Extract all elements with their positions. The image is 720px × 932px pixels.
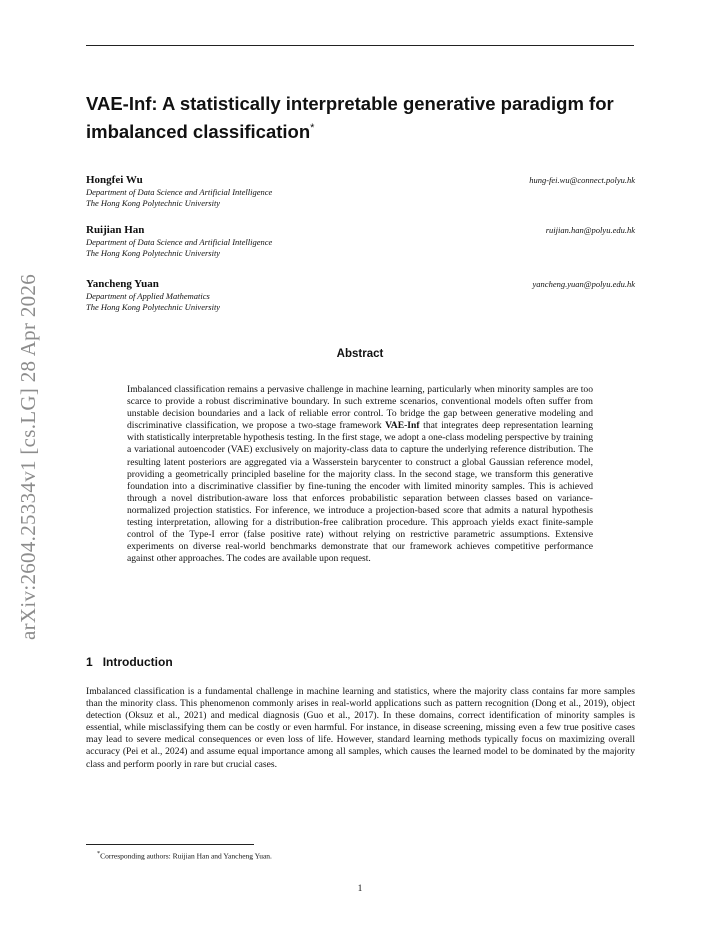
abstract-heading: Abstract	[336, 348, 384, 360]
author-email[interactable]: ruijian.han@polyu.edu.hk	[545, 225, 635, 235]
header-rule	[86, 45, 634, 46]
author-institution: The Hong Kong Polytechnic University	[86, 248, 221, 258]
author-name: Ruijian Han	[86, 224, 145, 236]
author-institution: The Hong Kong Polytechnic University	[86, 302, 221, 312]
paper-title	[86, 92, 646, 144]
author-email[interactable]: yancheng.yuan@polyu.edu.hk	[532, 279, 635, 289]
abstract-body	[127, 384, 593, 565]
method-name: VAE-Inf	[385, 420, 420, 432]
footnote-rule	[86, 844, 254, 845]
author-department: Department of Applied Mathematics	[86, 291, 210, 301]
author-block-3	[86, 278, 646, 313]
abstract-text-start: Imbalanced classification remains a pervasive challenge in machine learning, particularly when minority samples are too scarce to provide a robust discriminative boundary. In such extreme scenarios, conventional models often suffer from unstable decision boundaries and a lack of reliable error control. To bridge the gap between generative modeling and discriminative classification, we propose a two-stage framework	[127, 384, 593, 432]
abstract-text-end: that integrates deep representation learning with statistically interpretable hypothesis testing. In the first stage, we adopt a one-class modeling perspective by training a variational autoencoder (VAE) exclusively on majority-class data to capture the underlying reference distribution. The resulting latent posteriors are aggregated via a Wasserstein barycenter to construct a global Gaussian reference model, providing a geometrically principled baseline for the majority class. In the second stage, we transform this generative foundation into a discriminative classifier by fine-tuning the encoder with limited minority samples. This is achieved through a novel distribution-aware loss that enforces probabilistic separation between classes based on variance-normalized projection statistics. For inference, we introduce a projection-based score that admits a natural hypothesis testing interpretation, allowing for a distribution-free calibration procedure. This approach yields exact finite-sample control of the Type-I error (false positive rate) without relying on restrictive parametric assumptions. Extensive experiments on diverse real-world benchmarks demonstrate that our framework achieves competitive performance against other approaches. The codes are available upon request.	[127, 420, 593, 565]
author-institution: The Hong Kong Polytechnic University	[86, 198, 221, 208]
section-heading	[86, 655, 173, 669]
title-footnote-mark: *	[310, 122, 315, 134]
footnote-text: Corresponding authors: Ruijian Han and Yancheng Yuan.	[100, 851, 272, 861]
author-email[interactable]: hung-fei.wu@connect.polyu.hk	[529, 175, 635, 185]
author-name: Yancheng Yuan	[86, 278, 159, 290]
author-name: Hongfei Wu	[86, 174, 143, 186]
section-title: Introduction	[102, 655, 173, 669]
footnote	[97, 850, 272, 861]
footnote-mark: *	[97, 850, 101, 857]
section-number: 1	[86, 655, 93, 669]
author-block-1	[86, 174, 646, 209]
introduction-paragraph: Imbalanced classification is a fundamental challenge in machine learning and statistics, where the majority class contains far more samples than the minority class. This phenomenon commonly arises in real-world applications such as pattern recognition (Dong et al., 2019), object detection (Oksuz et al., 2021) and medical diagnosis (Guo et al., 2017). In these domains, correct identification of minority samples is essential, while misclassifying them can be costly or even harmful. For instance, in disease screening, missing even a few true positive cases may lead to severe medical consequences or even loss of life. However, standard learning methods typically focus on maximizing overall accuracy (Pei et al., 2024) and assume equal importance among all samples, which causes the learned model to be dominated by the majority class and perform poorly in rare but crucial cases.	[86, 686, 635, 770]
page-number: 1	[357, 884, 363, 894]
author-block-2	[86, 224, 646, 259]
paper-title-text: VAE-Inf: A statistically interpretable generative paradigm for imbalanced classification	[86, 93, 614, 143]
arxiv-identifier[interactable]: arXiv:2604.25334v1 [cs.LG] 28 Apr 2026	[16, 273, 40, 640]
author-department: Department of Data Science and Artificial Intelligence	[86, 237, 273, 247]
author-department: Department of Data Science and Artificial Intelligence	[86, 187, 273, 197]
